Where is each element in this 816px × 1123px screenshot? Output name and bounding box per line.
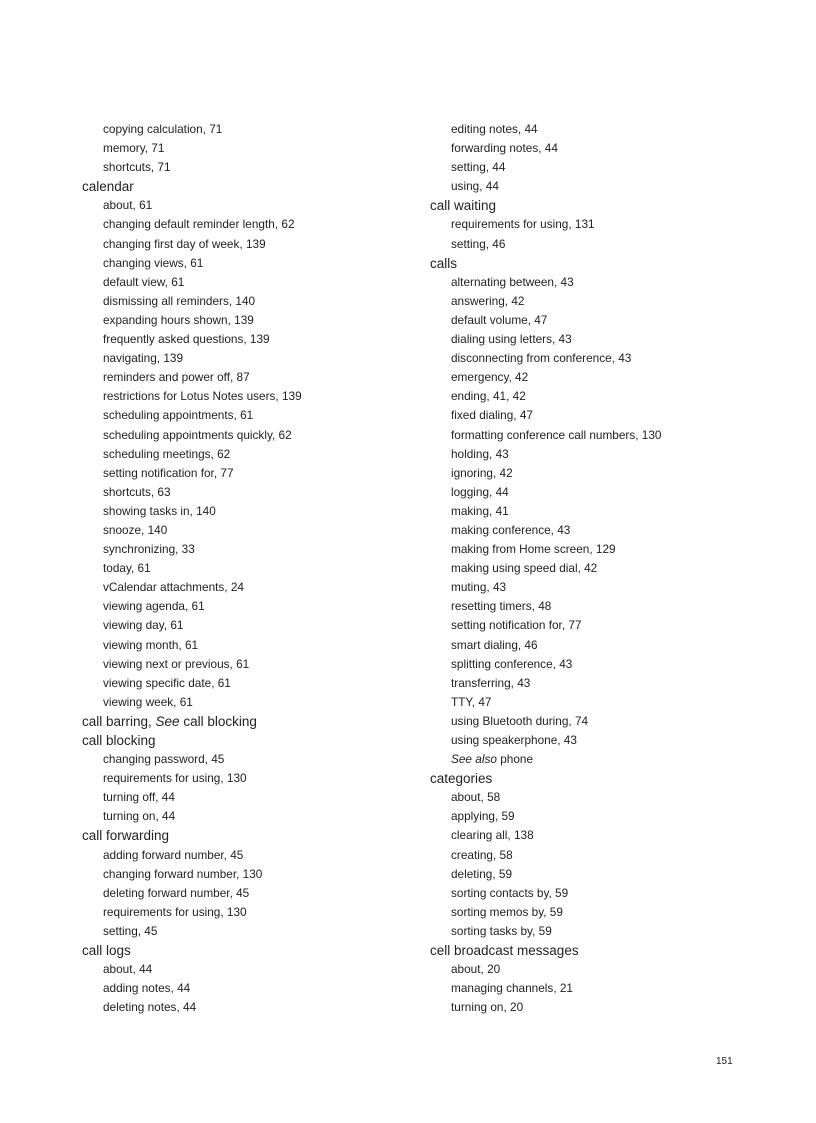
index-subentry xyxy=(430,387,770,406)
index-subentry xyxy=(430,903,770,922)
index-subentry xyxy=(430,616,770,635)
index-text: dialing using letters, 43 xyxy=(451,332,572,347)
index-text: turning off, 44 xyxy=(103,790,175,805)
index-text: copying calculation, 71 xyxy=(103,122,223,136)
index-text: about, 20 xyxy=(451,962,501,977)
index-text: viewing day, 61 xyxy=(103,618,184,633)
index-text: sorting memos by, 59 xyxy=(451,904,563,919)
index-text: showing tasks in, 140 xyxy=(103,503,216,518)
index-subentry xyxy=(82,788,412,807)
index-subentry xyxy=(82,693,412,712)
index-text: dismissing all reminders, 140 xyxy=(103,293,256,308)
index-text: changing views, 61 xyxy=(103,255,204,270)
index-subentry xyxy=(82,387,412,406)
index-subentry xyxy=(430,368,770,387)
index-subentry xyxy=(430,712,770,731)
index-text: deleting forward number, 45 xyxy=(103,885,250,900)
index-text: call barring, xyxy=(82,713,156,729)
index-text: fixed dialing, 47 xyxy=(451,408,533,423)
index-text: changing default reminder length, 62 xyxy=(103,217,295,232)
index-text: viewing specific date, 61 xyxy=(103,675,231,690)
index-text: changing forward number, 130 xyxy=(103,866,263,881)
index-text: sorting tasks by, 59 xyxy=(451,923,552,938)
index-text: deleting, 59 xyxy=(451,866,513,881)
index-text: synchronizing, 33 xyxy=(103,542,195,557)
index-subentry xyxy=(82,445,412,464)
index-column-left xyxy=(82,120,412,1017)
index-text: calls xyxy=(430,255,458,271)
index-subentry xyxy=(82,158,412,177)
index-text: resetting timers, 48 xyxy=(451,599,552,614)
index-text: changing first day of week, 139 xyxy=(103,236,266,251)
index-subentry xyxy=(430,483,770,502)
index-subentry xyxy=(82,807,412,826)
index-text: splitting conference, 43 xyxy=(451,656,573,671)
index-subentry xyxy=(430,960,770,979)
index-subentry xyxy=(430,674,770,693)
index-text: editing notes, 44 xyxy=(451,122,538,136)
index-subentry xyxy=(430,330,770,349)
index-column-right xyxy=(430,120,770,1017)
index-subentry xyxy=(82,406,412,425)
index-subentry xyxy=(82,884,412,903)
index-text: scheduling meetings, 62 xyxy=(103,446,231,461)
index-subentry xyxy=(82,578,412,597)
index-text: muting, 43 xyxy=(451,580,507,595)
index-text: today, 61 xyxy=(103,561,151,576)
cross-reference-label: See xyxy=(155,713,180,729)
index-text: scheduling appointments, 61 xyxy=(103,408,254,423)
index-text: viewing next or previous, 61 xyxy=(103,656,250,671)
index-subentry xyxy=(430,540,770,559)
index-subentry xyxy=(430,578,770,597)
index-heading xyxy=(430,769,770,788)
index-subentry xyxy=(82,846,412,865)
index-text: TTY, 47 xyxy=(451,694,492,709)
index-text: using Bluetooth during, 74 xyxy=(451,713,589,728)
index-subentry xyxy=(430,731,770,750)
index-subentry xyxy=(82,273,412,292)
index-text: forwarding notes, 44 xyxy=(451,141,558,156)
index-subentry xyxy=(430,521,770,540)
index-text: emergency, 42 xyxy=(451,370,529,385)
index-subentry xyxy=(82,120,412,139)
index-text: about, 44 xyxy=(103,962,153,977)
index-subentry xyxy=(82,139,412,158)
index-subentry xyxy=(430,846,770,865)
index-subentry xyxy=(82,655,412,674)
index-text: navigating, 139 xyxy=(103,351,184,366)
index-heading xyxy=(82,826,412,845)
index-subentry xyxy=(82,979,412,998)
index-text: alternating between, 43 xyxy=(451,274,574,289)
index-text: holding, 43 xyxy=(451,446,509,461)
index-subentry xyxy=(430,158,770,177)
index-text: applying, 59 xyxy=(451,809,515,824)
index-heading xyxy=(82,177,412,196)
index-heading xyxy=(430,941,770,960)
index-subentry xyxy=(430,884,770,903)
index-text: adding forward number, 45 xyxy=(103,847,244,862)
index-subentry xyxy=(82,903,412,922)
cross-reference-label: See also xyxy=(451,752,497,767)
index-text: scheduling appointments quickly, 62 xyxy=(103,427,292,442)
index-text: reminders and power off, 87 xyxy=(103,370,250,385)
index-text: categories xyxy=(430,771,493,787)
index-text: changing password, 45 xyxy=(103,752,225,767)
index-subentry xyxy=(82,311,412,330)
index-text: using, 44 xyxy=(451,179,499,194)
index-heading xyxy=(430,196,770,215)
index-subentry xyxy=(430,445,770,464)
index-text: about, 58 xyxy=(451,790,501,805)
page-number: 151 xyxy=(716,1056,733,1067)
index-text: call logs xyxy=(82,943,131,959)
index-subentry xyxy=(82,464,412,483)
index-text: using speakerphone, 43 xyxy=(451,733,577,747)
index-text: frequently asked questions, 139 xyxy=(103,332,270,347)
index-text: shortcuts, 71 xyxy=(103,160,171,175)
index-text: vCalendar attachments, 24 xyxy=(103,580,244,595)
index-subentry xyxy=(430,273,770,292)
index-text: managing channels, 21 xyxy=(451,981,573,996)
index-text: viewing week, 61 xyxy=(103,694,193,709)
index-subentry xyxy=(430,693,770,712)
index-subentry xyxy=(430,597,770,616)
index-subentry xyxy=(430,139,770,158)
index-subentry xyxy=(430,655,770,674)
index-text: sorting contacts by, 59 xyxy=(451,885,569,900)
index-heading xyxy=(82,941,412,960)
index-text: expanding hours shown, 139 xyxy=(103,312,254,327)
index-subentry xyxy=(82,960,412,979)
index-subentry xyxy=(430,464,770,483)
index-subentry xyxy=(82,559,412,578)
index-subentry xyxy=(82,521,412,540)
index-text: requirements for using, 130 xyxy=(103,904,247,919)
index-subentry xyxy=(82,483,412,502)
index-text: requirements for using, 130 xyxy=(103,771,247,786)
index-subentry xyxy=(82,750,412,769)
index-text: smart dialing, 46 xyxy=(451,637,538,652)
index-text: default volume, 47 xyxy=(451,312,548,327)
index-subentry xyxy=(430,559,770,578)
index-subentry xyxy=(430,979,770,998)
index-subentry xyxy=(430,349,770,368)
index-subentry xyxy=(430,750,770,769)
index-subentry xyxy=(82,426,412,445)
index-subentry xyxy=(82,292,412,311)
index-text: adding notes, 44 xyxy=(103,981,191,996)
index-text: ignoring, 42 xyxy=(451,465,513,480)
index-text: clearing all, 138 xyxy=(451,828,534,843)
index-text: cell broadcast messages xyxy=(430,943,579,959)
index-subentry xyxy=(82,196,412,215)
index-subentry xyxy=(430,998,770,1017)
index-subentry xyxy=(430,788,770,807)
index-text: ending, 41, 42 xyxy=(451,389,526,404)
index-text: answering, 42 xyxy=(451,293,525,308)
index-subentry xyxy=(430,235,770,254)
index-heading xyxy=(82,712,412,731)
index-subentry xyxy=(430,826,770,845)
index-text: setting, 44 xyxy=(451,160,506,175)
index-text: making conference, 43 xyxy=(451,522,571,537)
index-text: turning on, 44 xyxy=(103,809,176,824)
index-subentry xyxy=(82,616,412,635)
index-subentry xyxy=(430,502,770,521)
index-subentry xyxy=(82,769,412,788)
index-text: creating, 58 xyxy=(451,847,513,862)
index-subentry xyxy=(82,235,412,254)
index-text: restrictions for Lotus Notes users, 139 xyxy=(103,389,302,404)
index-text: logging, 44 xyxy=(451,484,509,499)
index-text: phone xyxy=(496,752,534,767)
index-subentry xyxy=(430,636,770,655)
index-text: default view, 61 xyxy=(103,274,185,289)
index-subentry xyxy=(82,865,412,884)
index-heading xyxy=(430,254,770,273)
index-subentry xyxy=(430,215,770,234)
index-subentry xyxy=(82,349,412,368)
index-subentry xyxy=(82,368,412,387)
index-text: requirements for using, 131 xyxy=(451,217,595,232)
index-text: making from Home screen, 129 xyxy=(451,542,616,557)
index-subentry xyxy=(430,120,770,139)
index-text: making using speed dial, 42 xyxy=(451,561,598,576)
index-subentry xyxy=(430,426,770,445)
index-subentry xyxy=(82,674,412,693)
index-subentry xyxy=(82,254,412,273)
index-subentry xyxy=(82,502,412,521)
index-text: making, 41 xyxy=(451,503,509,518)
index-text: transferring, 43 xyxy=(451,675,531,690)
index-subentry xyxy=(82,540,412,559)
index-text: call blocking xyxy=(82,733,156,748)
index-text: turning on, 20 xyxy=(451,1000,524,1015)
index-text: call forwarding xyxy=(82,828,170,844)
index-text: snooze, 140 xyxy=(103,522,168,537)
index-text: shortcuts, 63 xyxy=(103,484,171,499)
index-subentry xyxy=(82,998,412,1017)
index-text: call waiting xyxy=(430,198,497,214)
index-subentry xyxy=(430,177,770,196)
index-text: memory, 71 xyxy=(103,141,165,156)
index-subentry xyxy=(82,636,412,655)
index-subentry xyxy=(430,292,770,311)
index-subentry xyxy=(430,922,770,941)
index-subentry xyxy=(82,215,412,234)
index-text: disconnecting from conference, 43 xyxy=(451,351,632,366)
index-heading xyxy=(82,731,412,750)
index-text: viewing agenda, 61 xyxy=(103,599,205,614)
index-text: about, 61 xyxy=(103,198,153,213)
index-text: formatting conference call numbers, 130 xyxy=(451,427,662,442)
index-subentry xyxy=(430,406,770,425)
index-text: setting, 45 xyxy=(103,923,158,938)
index-text: setting notification for, 77 xyxy=(103,465,234,480)
index-text: call blocking xyxy=(179,713,257,729)
index-subentry xyxy=(430,865,770,884)
index-subentry xyxy=(82,922,412,941)
index-text: setting notification for, 77 xyxy=(451,618,582,633)
index-subentry xyxy=(430,807,770,826)
index-subentry xyxy=(82,330,412,349)
index-text: viewing month, 61 xyxy=(103,637,199,652)
index-text: setting, 46 xyxy=(451,236,506,251)
index-subentry xyxy=(430,311,770,330)
index-subentry xyxy=(82,597,412,616)
index-text: deleting notes, 44 xyxy=(103,1000,197,1015)
index-text: calendar xyxy=(82,179,134,195)
